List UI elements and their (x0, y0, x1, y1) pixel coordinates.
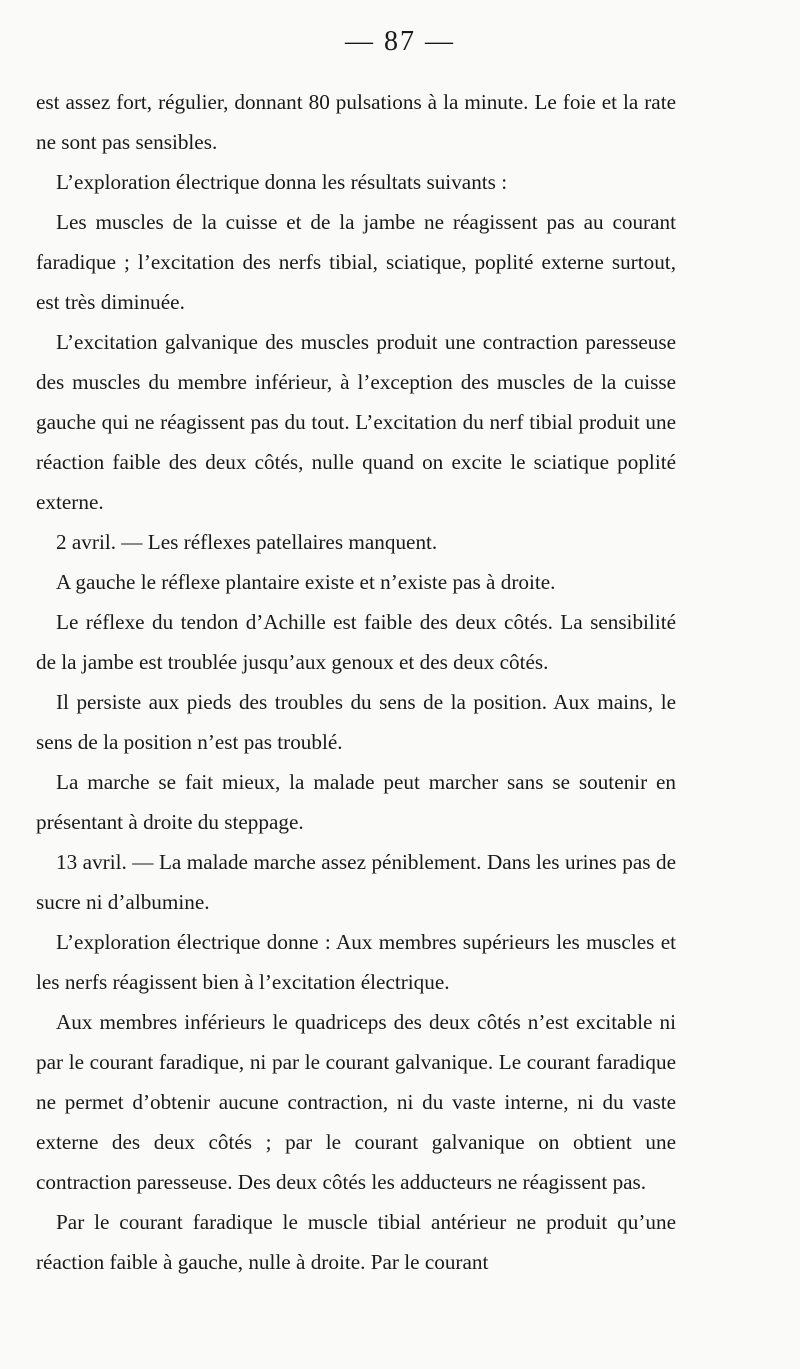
paragraph-2: L’exploration électrique donna les résultats suivants : (56, 170, 508, 194)
paragraph-13: Par le courant faradique le muscle tibial antérieur ne produit qu’une réaction faible à gauche, nulle à droite. Par le courant (36, 1210, 676, 1274)
paragraph-3: Les muscles de la cuisse et de la jambe ne réagissent pas au courant faradique ; l’excitation des nerfs tibial, sciatique, poplité externe surtout, est très diminuée. (36, 210, 676, 314)
paragraph-12: Aux membres inférieurs le quadriceps des deux côtés n’est excitable ni par le courant faradique, ni par le courant galvanique. Le courant faradique ne permet d’obtenir aucune contraction, ni du vaste interne, ni du vaste externe des deux côtés ; par le courant galvanique on obtient une contraction paresseuse. Des deux côtés les adducteurs ne réagissent pas. (36, 1010, 676, 1194)
paragraph-10: 13 avril. — La malade marche assez péniblement. Dans les urines pas de sucre ni d’albumine. (36, 850, 676, 914)
paragraph-6: A gauche le réflexe plantaire existe et n’existe pas à droite. (56, 570, 556, 594)
paragraph-9: La marche se fait mieux, la malade peut marcher sans se soutenir en présentant à droite du steppage. (36, 770, 676, 834)
page-number: — 87 — (345, 26, 455, 57)
paragraph-4: L’excitation galvanique des muscles produit une contraction paresseuse des muscles du membre inférieur, à l’exception des muscles de la cuisse gauche qui ne réagissent pas du tout. L’excitation du nerf tibial produit une réaction faible des deux côtés, nulle quand on excite le sciatique poplité externe. (36, 330, 676, 514)
paragraph-7: Le réflexe du tendon d’Achille est faible des deux côtés. La sensibilité de la jambe est troublée jusqu’aux genoux et des deux côtés. (36, 610, 676, 674)
paragraph-5: 2 avril. — Les réflexes patellaires manquent. (56, 530, 438, 554)
paragraph-1: est assez fort, régulier, donnant 80 pulsations à la minute. Le foie et la rate ne sont pas sensibles. (36, 90, 676, 154)
body-text (36, 82, 676, 1282)
paragraph-8: Il persiste aux pieds des troubles du sens de la position. Aux mains, le sens de la position n’est pas troublé. (36, 690, 676, 754)
paragraph-11: L’exploration électrique donne : Aux membres supérieurs les muscles et les nerfs réagissent bien à l’excitation électrique. (36, 930, 676, 994)
